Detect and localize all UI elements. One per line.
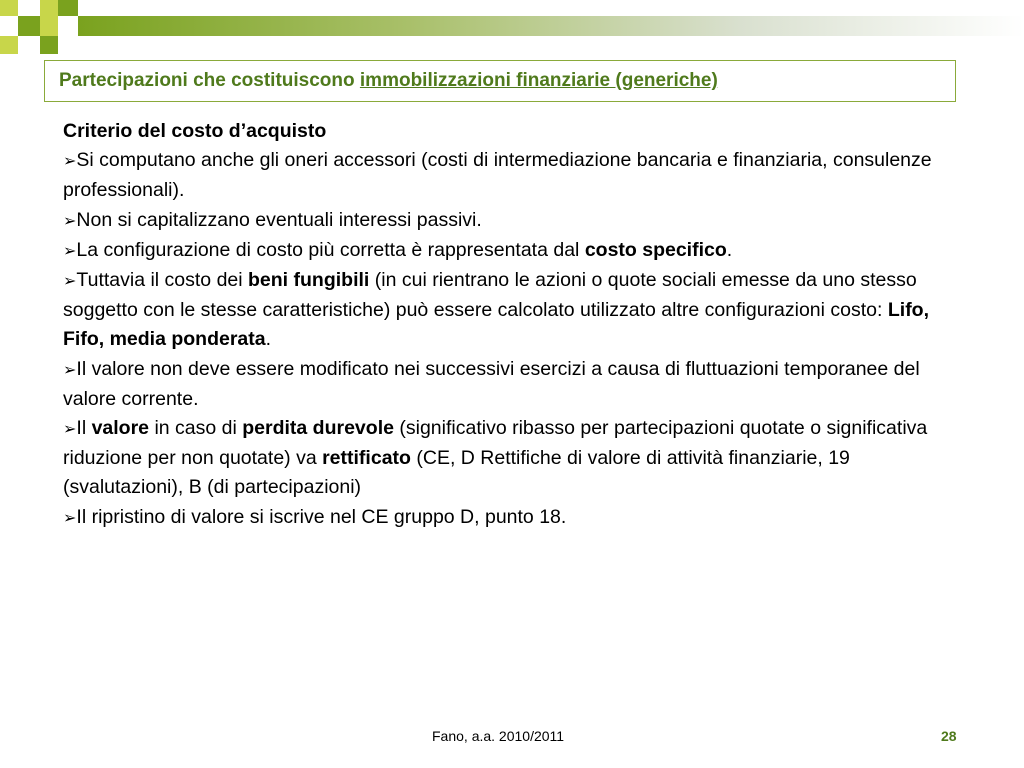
decor-square [0, 36, 18, 54]
bullet-item [63, 206, 973, 236]
arrow-bullet-icon: ➢ [63, 273, 77, 291]
item-text: Il ripristino di valore si iscrive nel CE gruppo D, punto 18. [76, 505, 567, 528]
arrow-bullet-icon: ➢ [63, 242, 77, 260]
item-text: . [726, 238, 733, 261]
item-text: (CE, D Rettifiche di valore di attività finanziarie, 19 (svalutazioni), B (di partecipazioni) [63, 447, 850, 499]
title-underlined-text: immobilizzazioni finanziarie (generiche) [359, 70, 718, 91]
arrow-bullet-icon: ➢ [63, 153, 77, 171]
footer-text: Fano, a.a. 2010/2011 [432, 728, 565, 744]
slide-title [44, 60, 956, 102]
bullet-item [63, 266, 973, 355]
title-plain-text: Partecipazioni che costituiscono [59, 70, 360, 91]
decor-square [58, 0, 78, 16]
arrow-bullet-icon: ➢ [63, 421, 77, 439]
item-text: Il [76, 417, 92, 440]
decor-square [0, 0, 18, 16]
decor-square [40, 36, 58, 54]
item-bold-text: perdita durevole [242, 417, 394, 440]
item-text: Si computano anche gli oneri accessori (costi di intermediazione bancaria e finanziaria, consulenze professionali). [63, 149, 932, 202]
item-text: . [265, 328, 272, 351]
section-heading: Criterio del costo d’acquisto [63, 120, 327, 142]
item-text: Tuttavia il costo dei [76, 269, 249, 292]
arrow-bullet-icon: ➢ [63, 361, 77, 379]
decor-square [18, 16, 40, 36]
item-text: Il valore non deve essere modificato nei successivi esercizi a causa di fluttuazioni temporanee del valore corrente. [63, 357, 920, 410]
bullet-item [63, 146, 973, 205]
arrow-bullet-icon: ➢ [63, 509, 77, 527]
decor-gradient-bar [78, 16, 1024, 36]
item-text: (in cui rientrano le azioni o quote sociali emesse da uno stesso soggetto con le stesse caratteristiche) può essere calcolato utilizzato altre configurazioni costo: [63, 269, 917, 322]
item-bold-text: beni fungibili [248, 269, 370, 292]
item-text: (significativo ribasso per partecipazioni quotate o significativa riduzione per non quotate) va [63, 417, 928, 470]
item-bold-text: valore [91, 417, 150, 440]
item-bold-text: rettificato [322, 447, 411, 470]
bullet-item [63, 236, 973, 266]
bullet-item [63, 355, 973, 414]
item-text: Non si capitalizzano eventuali interessi passivi. [76, 208, 482, 231]
bullet-item [63, 414, 973, 503]
item-bold-text: costo specifico [584, 238, 727, 261]
decor-square [40, 16, 58, 36]
decor-square [40, 0, 58, 16]
arrow-bullet-icon: ➢ [63, 212, 77, 230]
page-number: 28 [941, 728, 957, 744]
slide-body [63, 117, 973, 533]
item-text: in caso di [149, 417, 243, 440]
bullet-item [63, 503, 973, 533]
item-bold-text: Lifo, Fifo, media ponderata [63, 299, 930, 351]
item-text: La configurazione di costo più corretta è rappresentata dal [76, 238, 585, 261]
